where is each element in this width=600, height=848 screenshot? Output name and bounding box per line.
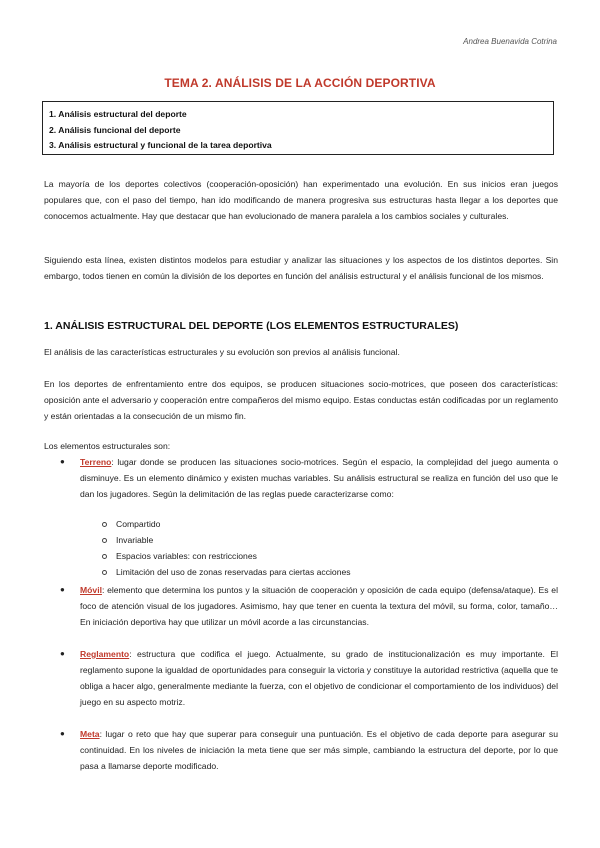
list-item xyxy=(60,582,558,630)
sub-list-item: Espacios variables: con restricciones xyxy=(116,551,257,561)
term: Meta xyxy=(80,729,100,739)
page-title: TEMA 2. ANÁLISIS DE LA ACCIÓN DEPORTIVA xyxy=(164,76,436,90)
term: Terreno xyxy=(80,457,112,467)
bullet-icon: ● xyxy=(60,585,65,594)
toc-item: 3. Análisis estructural y funcional de la tarea deportiva xyxy=(49,140,272,151)
term-description: : lugar donde se producen las situaciones socio-motrices. Según el espacio, la complejidad del juego aumenta o disminuye. Es un elemento dinámico y existen muchas variables. Su análisis estructural se realiza en función del uso que le dan los jugadores. Según la delimitación de las reglas puede caracterizarse como: xyxy=(80,457,558,499)
bullet-icon: ● xyxy=(60,649,65,658)
bullet-icon: ● xyxy=(60,729,65,738)
sub-bullet-icon xyxy=(102,570,107,575)
sub-bullet-icon xyxy=(102,554,107,559)
table-of-contents xyxy=(42,101,554,155)
paragraph: El análisis de las características estructurales y su evolución son previos al análisis funcional. xyxy=(44,347,400,357)
term: Móvil xyxy=(80,585,102,595)
term: Reglamento xyxy=(80,649,130,659)
list-item xyxy=(60,646,558,710)
term-description: : lugar o reto que hay que superar para conseguir una puntuación. Es el objetivo de cada deporte para asegurar su continuidad. En los niveles de iniciación la meta tiene que ser más simple, cambiando la estructura del deporte, por lo que pasa a llamarse deporte modificado. xyxy=(80,729,558,771)
sub-bullet-icon xyxy=(102,522,107,527)
sub-list-item: Limitación del uso de zonas reservadas para ciertas acciones xyxy=(116,567,351,577)
sub-list-item: Compartido xyxy=(116,519,161,529)
bullet-icon: ● xyxy=(60,457,65,466)
term-description: : elemento que determina los puntos y la situación de cooperación y oposición de cada equipo (defensa/ataque). Es el foco de atención visual de los jugadores. Asimismo, hay que tener en cuenta la textura del móvil, su forma, color, tamaño… En iniciación deportiva hay que utilizar un móvil acorde a las circunstancias. xyxy=(80,585,558,627)
list-item xyxy=(60,454,558,502)
section-heading: 1. ANÁLISIS ESTRUCTURAL DEL DEPORTE (LOS ELEMENTOS ESTRUCTURALES) xyxy=(44,320,459,332)
toc-item: 2. Análisis funcional del deporte xyxy=(49,124,181,135)
author-header: Andrea Buenavida Cotrina xyxy=(463,37,557,46)
intro-paragraph: La mayoría de los deportes colectivos (cooperación-oposición) han experimentado una evolución. En sus inicios eran juegos populares que, con el paso del tiempo, han ido modificando de manera progresiva sus estructuras hasta llegar a los deportes que conocemos actualmente. Hay que destacar que han evolucionado de manera paralela a los cambios sociales y culturales. xyxy=(44,179,558,221)
sub-list-item: Invariable xyxy=(116,535,154,545)
list-item xyxy=(60,726,558,774)
toc-item: 1. Análisis estructural del deporte xyxy=(49,109,187,119)
paragraph: En los deportes de enfrentamiento entre dos equipos, se producen situaciones socio-motrices, que poseen dos características: oposición ante el adversario y cooperación entre compañeros del mismo equipo. Estas conductas están codificadas por un reglamento y están orientadas a la consecución de un mismo fin. xyxy=(44,379,558,421)
intro-paragraph: Siguiendo esta línea, existen distintos modelos para estudiar y analizar las situaciones y los aspectos de los distintos deportes. Sin embargo, todos tienen en común la división de los deportes en función del análisis estructural y el análisis funcional de los mismos. xyxy=(44,255,558,281)
sub-bullet-icon xyxy=(102,538,107,543)
term-description: : estructura que codifica el juego. Actualmente, su grado de institucionalización es muy importante. El reglamento supone la igualdad de oportunidades para conseguir la victoria y constituye la autoridad restrictiva (aquella que te obliga a hacer algo, generalmente mediante la fuerza, con el objetivo de condicionar el comportamiento de los individuos) del juego en su aspecto motriz. xyxy=(80,649,558,707)
paragraph: Los elementos estructurales son: xyxy=(44,441,171,451)
